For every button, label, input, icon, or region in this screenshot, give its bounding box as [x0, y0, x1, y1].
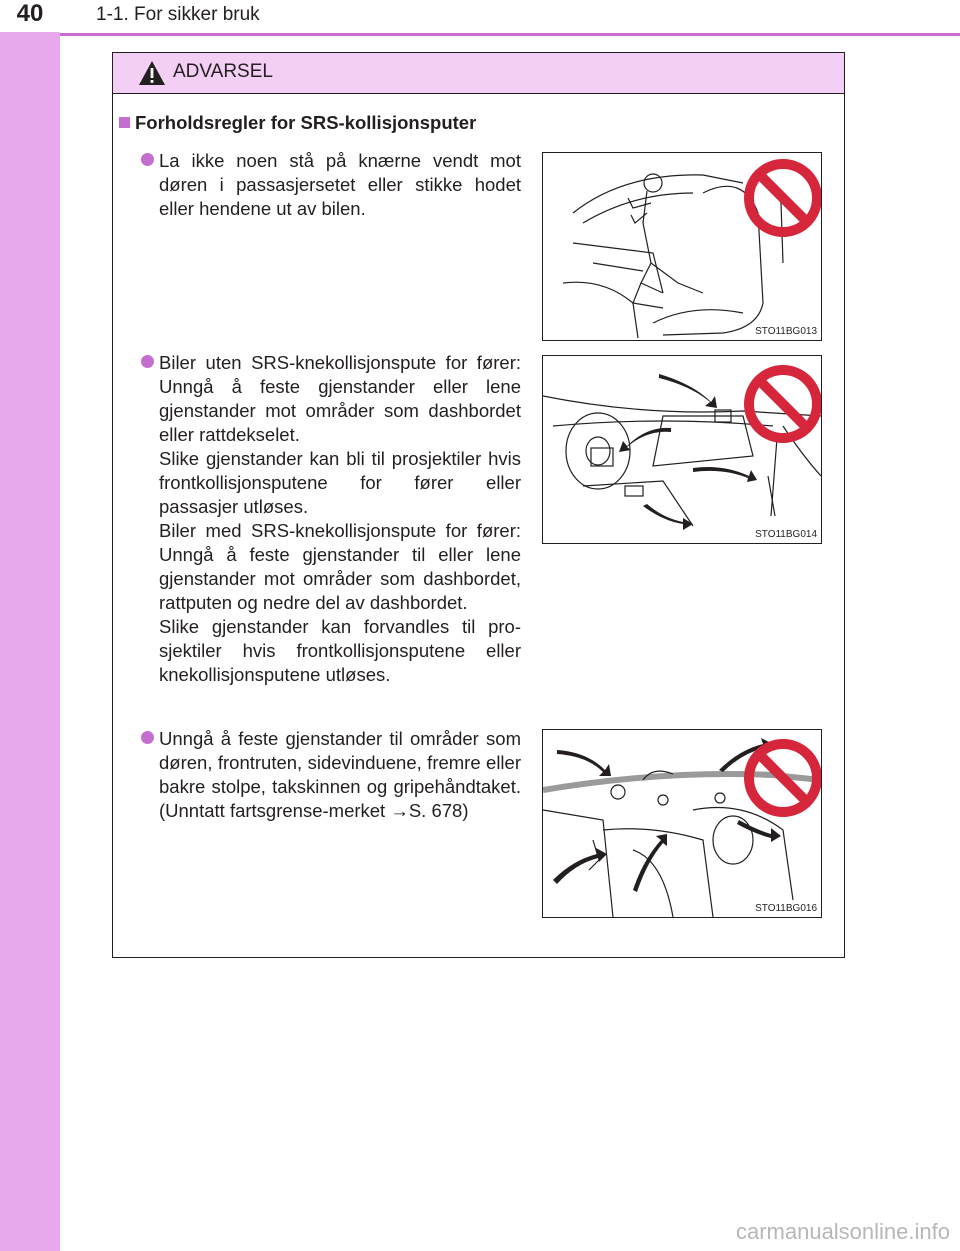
chapter-title: 1-1. For sikker bruk	[96, 4, 260, 25]
side-tab-strip	[0, 0, 60, 1251]
header-divider	[60, 33, 960, 36]
warning-box	[112, 52, 845, 958]
dashboard-objects-drawing	[543, 356, 821, 543]
section-heading-text: Forholdsregler for SRS-kollisjonsputer	[135, 112, 477, 133]
warning-item-2	[141, 351, 521, 687]
watermark: carmanualsonline.info	[735, 1219, 950, 1244]
warning-item-2-text-3: Biler med SRS-knekollisjonspute for fører: Unngå å feste gjenstander til eller lene gjenstander mot områder som dashbordet, rattputen og nedre del av dashbordet.	[159, 520, 521, 613]
illustration-interior-objects	[542, 729, 822, 918]
illustration-dashboard-objects	[542, 355, 822, 544]
warning-item-1-text: La ikke noen stå på knærne vendt mot døren i passasjersetet eller stikke hodet eller hendene ut av bilen.	[159, 150, 521, 219]
figure-code: STO11BG013	[755, 326, 817, 337]
warning-label: ADVARSEL	[173, 61, 273, 82]
warning-item-3	[141, 727, 521, 823]
warning-item-2-text-4: Slike gjenstander kan forvandles til pro-sjektiler hvis frontkollisjonsputene eller knekollisjonsputene utløses.	[159, 616, 521, 685]
section-heading	[113, 111, 476, 135]
figure-code: STO11BG014	[755, 529, 817, 540]
bullet-icon	[141, 153, 154, 166]
kneeling-passenger-drawing	[543, 153, 821, 340]
warning-item-2-text-2: Slike gjenstander kan bli til prosjektiler hvis frontkollisjonsputene for fører eller passasjer utløses.	[159, 448, 521, 517]
bullet-icon	[141, 355, 154, 368]
figure-code: STO11BG016	[755, 903, 817, 914]
warning-triangle-icon	[137, 59, 167, 87]
warning-item-1	[141, 149, 521, 221]
bullet-icon	[141, 731, 154, 744]
interior-objects-drawing	[543, 730, 821, 917]
warning-header	[113, 53, 844, 94]
warning-item-3-text: Unngå å feste gjenstander til områder som døren, frontruten, sidevinduene, fremre eller bakre stolpe, takskinnen og gripehåndtaket. (Unntatt fartsgrense-merket →S. 678)	[159, 728, 521, 821]
page-number: 40	[0, 0, 60, 32]
warning-item-2-text-1: Biler uten SRS-knekollisjonspute for fører: Unngå å feste gjenstander eller lene gjenstander mot områder som dashbordet eller rattdekselet.	[159, 352, 521, 445]
illustration-kneeling-passenger	[542, 152, 822, 341]
section-marker-icon	[119, 117, 130, 128]
